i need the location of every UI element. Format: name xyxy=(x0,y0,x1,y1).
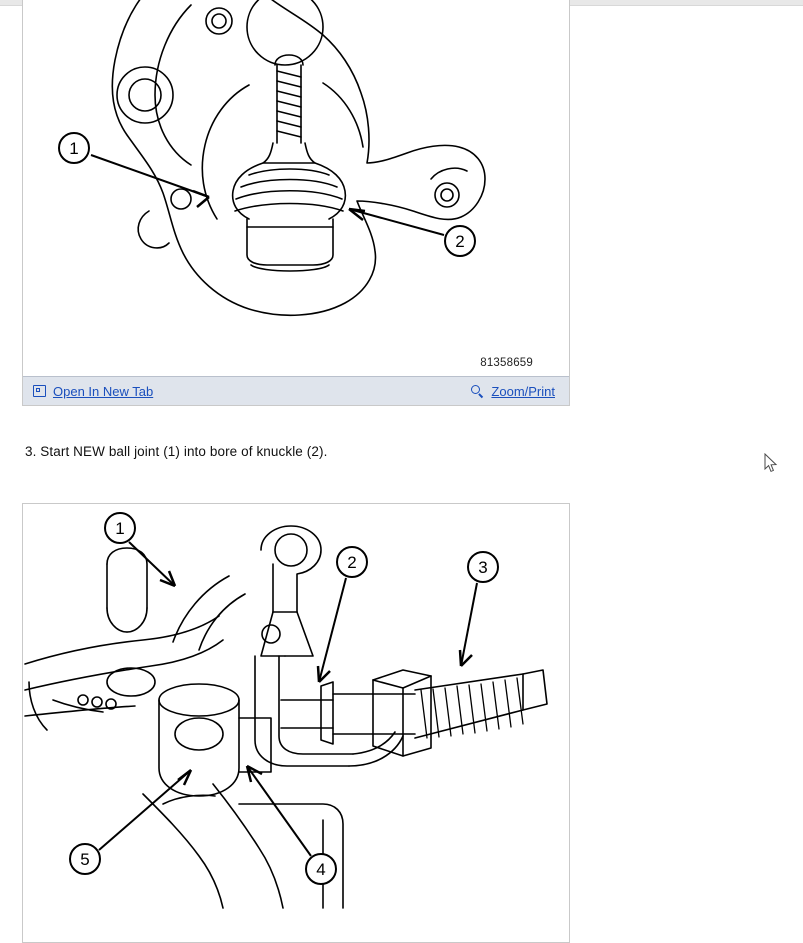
figure-1-illustration xyxy=(23,0,569,375)
step-3-text: 3. Start NEW ball joint (1) into bore of knuckle (2). xyxy=(25,444,328,459)
magnifier-icon xyxy=(471,385,484,398)
open-in-new-tab-label: Open In New Tab xyxy=(53,383,154,399)
svg-text:2: 2 xyxy=(347,553,357,572)
figure-1-toolbar xyxy=(23,376,569,405)
svg-text:5: 5 xyxy=(80,850,90,869)
svg-text:1: 1 xyxy=(115,519,125,538)
press-tool-diagram xyxy=(23,504,569,912)
svg-text:4: 4 xyxy=(316,860,326,879)
figure-1-caption-number: 81358659 xyxy=(480,357,533,369)
svg-text:2: 2 xyxy=(455,232,465,251)
open-in-new-tab-link[interactable] xyxy=(33,384,153,399)
zoom-print-link[interactable] xyxy=(471,384,555,399)
svg-text:3: 3 xyxy=(478,558,488,577)
figure-2-illustration xyxy=(23,504,569,912)
open-in-new-tab-icon xyxy=(33,385,46,397)
mouse-pointer xyxy=(764,453,778,473)
figure-ball-joint-knuckle xyxy=(22,0,570,406)
svg-text:1: 1 xyxy=(69,139,79,158)
callout-2 xyxy=(318,547,367,682)
zoom-print-label: Zoom/Print xyxy=(491,383,555,399)
figure-ball-joint-press-tool xyxy=(22,503,570,943)
knuckle-ball-joint-diagram xyxy=(23,0,569,375)
